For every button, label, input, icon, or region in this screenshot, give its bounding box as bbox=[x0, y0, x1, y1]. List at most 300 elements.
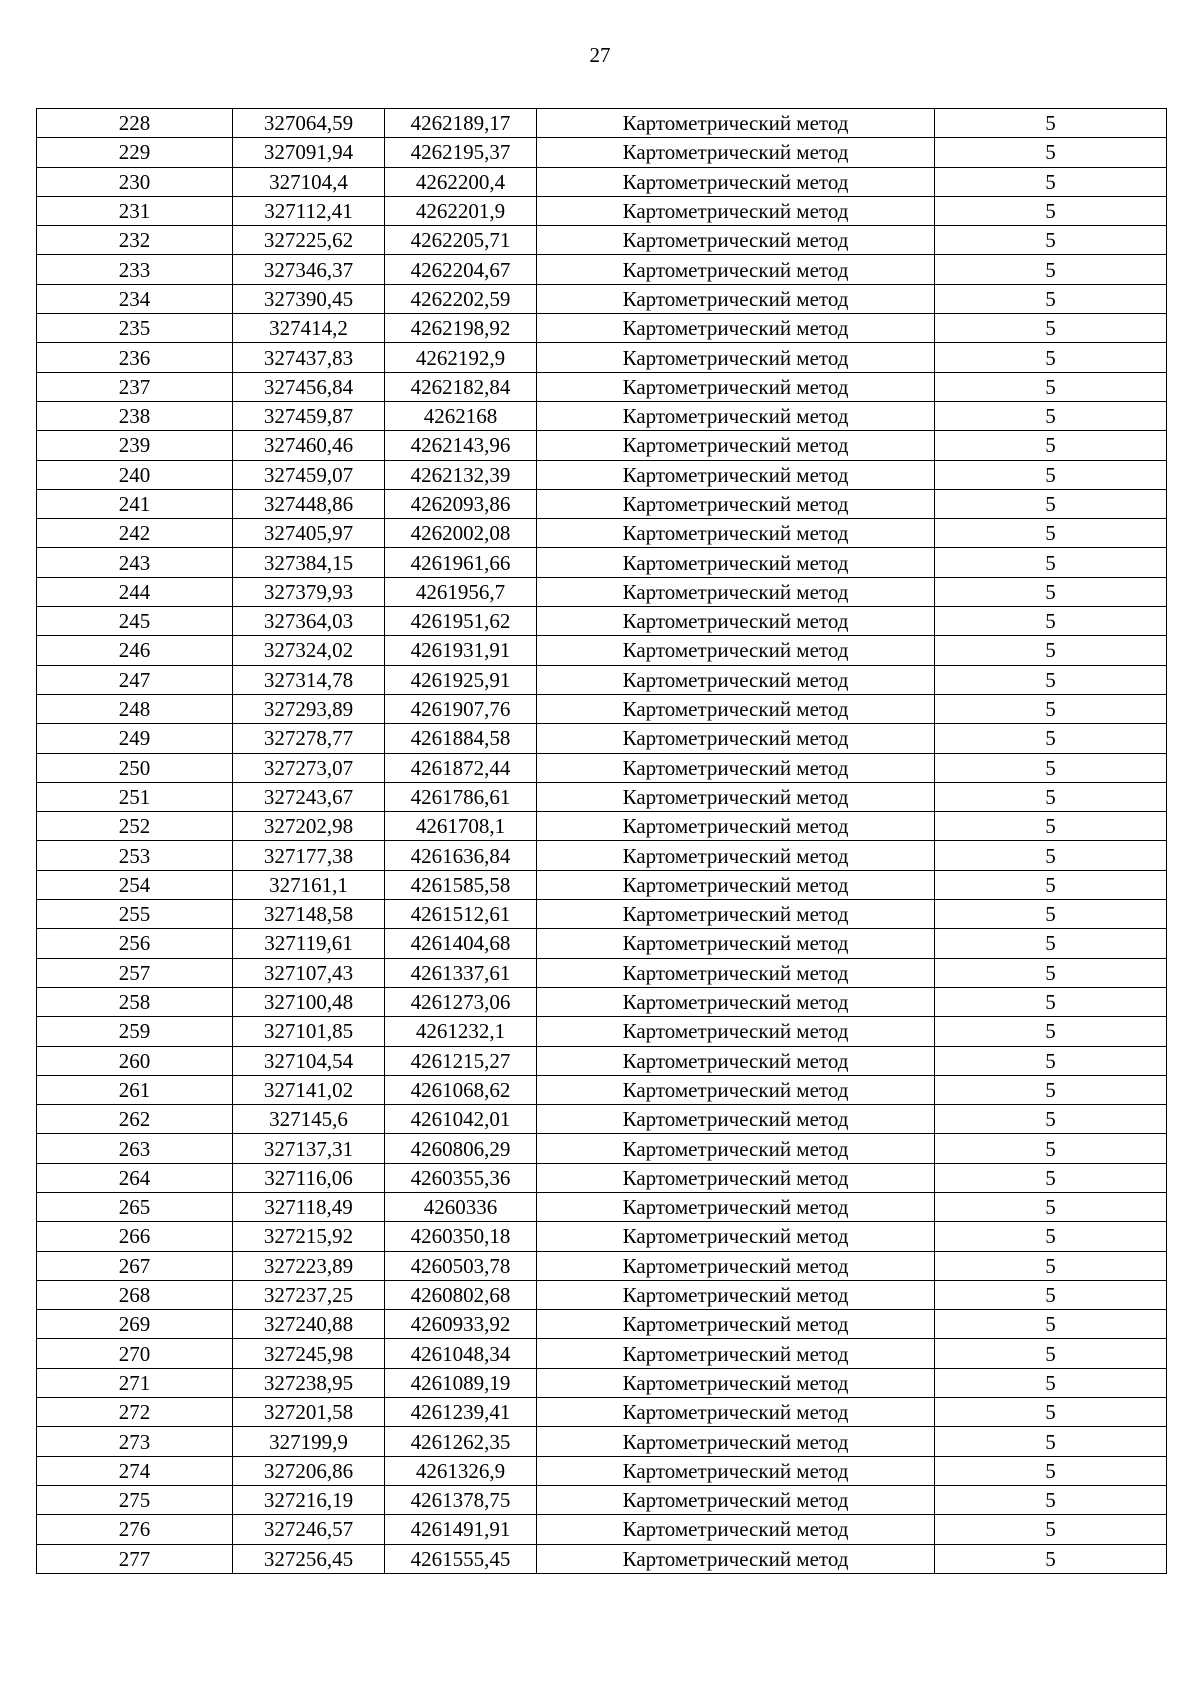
accuracy-cell: 5 bbox=[935, 167, 1167, 196]
accuracy-cell: 5 bbox=[935, 519, 1167, 548]
accuracy-cell: 5 bbox=[935, 1251, 1167, 1280]
accuracy-cell: 5 bbox=[935, 753, 1167, 782]
point-number-cell: 241 bbox=[37, 489, 233, 518]
accuracy-cell: 5 bbox=[935, 343, 1167, 372]
y-coordinate-cell: 4260503,78 bbox=[385, 1251, 537, 1280]
point-number-cell: 257 bbox=[37, 958, 233, 987]
point-number-cell: 233 bbox=[37, 255, 233, 284]
table-row bbox=[37, 577, 1167, 606]
method-cell: Картометрический метод bbox=[537, 196, 935, 225]
table-row bbox=[37, 284, 1167, 313]
accuracy-cell: 5 bbox=[935, 1134, 1167, 1163]
y-coordinate-cell: 4261585,58 bbox=[385, 870, 537, 899]
x-coordinate-cell: 327456,84 bbox=[233, 372, 385, 401]
x-coordinate-cell: 327240,88 bbox=[233, 1310, 385, 1339]
method-cell: Картометрический метод bbox=[537, 372, 935, 401]
x-coordinate-cell: 327364,03 bbox=[233, 607, 385, 636]
y-coordinate-cell: 4260336 bbox=[385, 1192, 537, 1221]
y-coordinate-cell: 4262192,9 bbox=[385, 343, 537, 372]
x-coordinate-cell: 327459,07 bbox=[233, 460, 385, 489]
accuracy-cell: 5 bbox=[935, 694, 1167, 723]
accuracy-cell: 5 bbox=[935, 870, 1167, 899]
x-coordinate-cell: 327384,15 bbox=[233, 548, 385, 577]
y-coordinate-cell: 4262189,17 bbox=[385, 109, 537, 138]
table-row bbox=[37, 372, 1167, 401]
x-coordinate-cell: 327161,1 bbox=[233, 870, 385, 899]
method-cell: Картометрический метод bbox=[537, 548, 935, 577]
method-cell: Картометрический метод bbox=[537, 577, 935, 606]
point-number-cell: 251 bbox=[37, 782, 233, 811]
point-number-cell: 259 bbox=[37, 1017, 233, 1046]
table-row bbox=[37, 1515, 1167, 1544]
y-coordinate-cell: 4261884,58 bbox=[385, 724, 537, 753]
accuracy-cell: 5 bbox=[935, 1017, 1167, 1046]
x-coordinate-cell: 327273,07 bbox=[233, 753, 385, 782]
point-number-cell: 247 bbox=[37, 665, 233, 694]
accuracy-cell: 5 bbox=[935, 1075, 1167, 1104]
x-coordinate-cell: 327405,97 bbox=[233, 519, 385, 548]
y-coordinate-cell: 4261555,45 bbox=[385, 1544, 537, 1573]
table-row bbox=[37, 431, 1167, 460]
method-cell: Картометрический метод bbox=[537, 665, 935, 694]
x-coordinate-cell: 327459,87 bbox=[233, 401, 385, 430]
accuracy-cell: 5 bbox=[935, 109, 1167, 138]
table-row bbox=[37, 1192, 1167, 1221]
y-coordinate-cell: 4262195,37 bbox=[385, 138, 537, 167]
method-cell: Картометрический метод bbox=[537, 812, 935, 841]
y-coordinate-cell: 4261068,62 bbox=[385, 1075, 537, 1104]
accuracy-cell: 5 bbox=[935, 1544, 1167, 1573]
table-row bbox=[37, 1456, 1167, 1485]
page-number: 27 bbox=[589, 43, 611, 67]
accuracy-cell: 5 bbox=[935, 1105, 1167, 1134]
table-row bbox=[37, 1134, 1167, 1163]
coordinates-table-body bbox=[37, 109, 1167, 1574]
accuracy-cell: 5 bbox=[935, 841, 1167, 870]
method-cell: Картометрический метод bbox=[537, 1515, 935, 1544]
table-row bbox=[37, 1427, 1167, 1456]
x-coordinate-cell: 327199,9 bbox=[233, 1427, 385, 1456]
y-coordinate-cell: 4261042,01 bbox=[385, 1105, 537, 1134]
accuracy-cell: 5 bbox=[935, 577, 1167, 606]
method-cell: Картометрический метод bbox=[537, 753, 935, 782]
x-coordinate-cell: 327104,4 bbox=[233, 167, 385, 196]
method-cell: Картометрический метод bbox=[537, 1192, 935, 1221]
table-row bbox=[37, 226, 1167, 255]
x-coordinate-cell: 327145,6 bbox=[233, 1105, 385, 1134]
table-row bbox=[37, 1163, 1167, 1192]
accuracy-cell: 5 bbox=[935, 284, 1167, 313]
x-coordinate-cell: 327379,93 bbox=[233, 577, 385, 606]
point-number-cell: 229 bbox=[37, 138, 233, 167]
point-number-cell: 265 bbox=[37, 1192, 233, 1221]
method-cell: Картометрический метод bbox=[537, 1310, 935, 1339]
x-coordinate-cell: 327460,46 bbox=[233, 431, 385, 460]
method-cell: Картометрический метод bbox=[537, 401, 935, 430]
point-number-cell: 275 bbox=[37, 1485, 233, 1514]
method-cell: Картометрический метод bbox=[537, 958, 935, 987]
table-row bbox=[37, 987, 1167, 1016]
y-coordinate-cell: 4262202,59 bbox=[385, 284, 537, 313]
point-number-cell: 271 bbox=[37, 1368, 233, 1397]
point-number-cell: 255 bbox=[37, 900, 233, 929]
x-coordinate-cell: 327100,48 bbox=[233, 987, 385, 1016]
table-row bbox=[37, 929, 1167, 958]
y-coordinate-cell: 4261872,44 bbox=[385, 753, 537, 782]
y-coordinate-cell: 4260355,36 bbox=[385, 1163, 537, 1192]
accuracy-cell: 5 bbox=[935, 782, 1167, 811]
accuracy-cell: 5 bbox=[935, 255, 1167, 284]
table-row bbox=[37, 1017, 1167, 1046]
accuracy-cell: 5 bbox=[935, 1427, 1167, 1456]
y-coordinate-cell: 4261404,68 bbox=[385, 929, 537, 958]
accuracy-cell: 5 bbox=[935, 636, 1167, 665]
y-coordinate-cell: 4261925,91 bbox=[385, 665, 537, 694]
x-coordinate-cell: 327243,67 bbox=[233, 782, 385, 811]
y-coordinate-cell: 4261262,35 bbox=[385, 1427, 537, 1456]
table-row bbox=[37, 900, 1167, 929]
method-cell: Картометрический метод bbox=[537, 1046, 935, 1075]
y-coordinate-cell: 4261378,75 bbox=[385, 1485, 537, 1514]
method-cell: Картометрический метод bbox=[537, 343, 935, 372]
y-coordinate-cell: 4262132,39 bbox=[385, 460, 537, 489]
point-number-cell: 232 bbox=[37, 226, 233, 255]
method-cell: Картометрический метод bbox=[537, 314, 935, 343]
method-cell: Картометрический метод bbox=[537, 987, 935, 1016]
x-coordinate-cell: 327201,58 bbox=[233, 1398, 385, 1427]
method-cell: Картометрический метод bbox=[537, 636, 935, 665]
point-number-cell: 268 bbox=[37, 1280, 233, 1309]
y-coordinate-cell: 4260350,18 bbox=[385, 1222, 537, 1251]
y-coordinate-cell: 4261907,76 bbox=[385, 694, 537, 723]
y-coordinate-cell: 4261491,91 bbox=[385, 1515, 537, 1544]
table-row bbox=[37, 870, 1167, 899]
method-cell: Картометрический метод bbox=[537, 519, 935, 548]
x-coordinate-cell: 327225,62 bbox=[233, 226, 385, 255]
method-cell: Картометрический метод bbox=[537, 1339, 935, 1368]
coordinates-table bbox=[36, 108, 1167, 1574]
table-row bbox=[37, 489, 1167, 518]
table-row bbox=[37, 1046, 1167, 1075]
y-coordinate-cell: 4261512,61 bbox=[385, 900, 537, 929]
table-row bbox=[37, 607, 1167, 636]
y-coordinate-cell: 4261708,1 bbox=[385, 812, 537, 841]
method-cell: Картометрический метод bbox=[537, 1368, 935, 1397]
point-number-cell: 234 bbox=[37, 284, 233, 313]
y-coordinate-cell: 4262143,96 bbox=[385, 431, 537, 460]
y-coordinate-cell: 4261636,84 bbox=[385, 841, 537, 870]
y-coordinate-cell: 4262201,9 bbox=[385, 196, 537, 225]
x-coordinate-cell: 327215,92 bbox=[233, 1222, 385, 1251]
point-number-cell: 230 bbox=[37, 167, 233, 196]
x-coordinate-cell: 327206,86 bbox=[233, 1456, 385, 1485]
point-number-cell: 239 bbox=[37, 431, 233, 460]
x-coordinate-cell: 327107,43 bbox=[233, 958, 385, 987]
accuracy-cell: 5 bbox=[935, 1222, 1167, 1251]
point-number-cell: 256 bbox=[37, 929, 233, 958]
table-row bbox=[37, 314, 1167, 343]
table-row bbox=[37, 1075, 1167, 1104]
y-coordinate-cell: 4261961,66 bbox=[385, 548, 537, 577]
accuracy-cell: 5 bbox=[935, 929, 1167, 958]
accuracy-cell: 5 bbox=[935, 958, 1167, 987]
point-number-cell: 269 bbox=[37, 1310, 233, 1339]
table-row bbox=[37, 255, 1167, 284]
table-row bbox=[37, 1485, 1167, 1514]
method-cell: Картометрический метод bbox=[537, 284, 935, 313]
accuracy-cell: 5 bbox=[935, 226, 1167, 255]
x-coordinate-cell: 327101,85 bbox=[233, 1017, 385, 1046]
table-row bbox=[37, 1222, 1167, 1251]
method-cell: Картометрический метод bbox=[537, 1485, 935, 1514]
accuracy-cell: 5 bbox=[935, 1339, 1167, 1368]
accuracy-cell: 5 bbox=[935, 372, 1167, 401]
point-number-cell: 264 bbox=[37, 1163, 233, 1192]
point-number-cell: 242 bbox=[37, 519, 233, 548]
x-coordinate-cell: 327119,61 bbox=[233, 929, 385, 958]
table-row bbox=[37, 460, 1167, 489]
x-coordinate-cell: 327091,94 bbox=[233, 138, 385, 167]
point-number-cell: 235 bbox=[37, 314, 233, 343]
method-cell: Картометрический метод bbox=[537, 1222, 935, 1251]
method-cell: Картометрический метод bbox=[537, 782, 935, 811]
method-cell: Картометрический метод bbox=[537, 929, 935, 958]
point-number-cell: 272 bbox=[37, 1398, 233, 1427]
table-row bbox=[37, 167, 1167, 196]
point-number-cell: 267 bbox=[37, 1251, 233, 1280]
y-coordinate-cell: 4261089,19 bbox=[385, 1368, 537, 1397]
accuracy-cell: 5 bbox=[935, 196, 1167, 225]
point-number-cell: 273 bbox=[37, 1427, 233, 1456]
point-number-cell: 254 bbox=[37, 870, 233, 899]
x-coordinate-cell: 327346,37 bbox=[233, 255, 385, 284]
y-coordinate-cell: 4261326,9 bbox=[385, 1456, 537, 1485]
table-row bbox=[37, 841, 1167, 870]
point-number-cell: 250 bbox=[37, 753, 233, 782]
accuracy-cell: 5 bbox=[935, 1398, 1167, 1427]
point-number-cell: 253 bbox=[37, 841, 233, 870]
method-cell: Картометрический метод bbox=[537, 1251, 935, 1280]
table-row bbox=[37, 1339, 1167, 1368]
accuracy-cell: 5 bbox=[935, 1192, 1167, 1221]
y-coordinate-cell: 4261215,27 bbox=[385, 1046, 537, 1075]
x-coordinate-cell: 327278,77 bbox=[233, 724, 385, 753]
x-coordinate-cell: 327137,31 bbox=[233, 1134, 385, 1163]
x-coordinate-cell: 327256,45 bbox=[233, 1544, 385, 1573]
x-coordinate-cell: 327118,49 bbox=[233, 1192, 385, 1221]
y-coordinate-cell: 4261048,34 bbox=[385, 1339, 537, 1368]
y-coordinate-cell: 4261931,91 bbox=[385, 636, 537, 665]
x-coordinate-cell: 327216,19 bbox=[233, 1485, 385, 1514]
accuracy-cell: 5 bbox=[935, 138, 1167, 167]
y-coordinate-cell: 4262182,84 bbox=[385, 372, 537, 401]
x-coordinate-cell: 327437,83 bbox=[233, 343, 385, 372]
y-coordinate-cell: 4261232,1 bbox=[385, 1017, 537, 1046]
accuracy-cell: 5 bbox=[935, 987, 1167, 1016]
accuracy-cell: 5 bbox=[935, 1456, 1167, 1485]
x-coordinate-cell: 327112,41 bbox=[233, 196, 385, 225]
x-coordinate-cell: 327064,59 bbox=[233, 109, 385, 138]
point-number-cell: 244 bbox=[37, 577, 233, 606]
method-cell: Картометрический метод bbox=[537, 1105, 935, 1134]
table-row bbox=[37, 812, 1167, 841]
point-number-cell: 240 bbox=[37, 460, 233, 489]
y-coordinate-cell: 4262168 bbox=[385, 401, 537, 430]
accuracy-cell: 5 bbox=[935, 1368, 1167, 1397]
table-row bbox=[37, 519, 1167, 548]
accuracy-cell: 5 bbox=[935, 1046, 1167, 1075]
x-coordinate-cell: 327245,98 bbox=[233, 1339, 385, 1368]
method-cell: Картометрический метод bbox=[537, 431, 935, 460]
table-row bbox=[37, 1310, 1167, 1339]
table-row bbox=[37, 724, 1167, 753]
accuracy-cell: 5 bbox=[935, 460, 1167, 489]
point-number-cell: 266 bbox=[37, 1222, 233, 1251]
accuracy-cell: 5 bbox=[935, 1485, 1167, 1514]
x-coordinate-cell: 327223,89 bbox=[233, 1251, 385, 1280]
point-number-cell: 262 bbox=[37, 1105, 233, 1134]
point-number-cell: 263 bbox=[37, 1134, 233, 1163]
y-coordinate-cell: 4262093,86 bbox=[385, 489, 537, 518]
method-cell: Картометрический метод bbox=[537, 1163, 935, 1192]
table-row bbox=[37, 1251, 1167, 1280]
y-coordinate-cell: 4261273,06 bbox=[385, 987, 537, 1016]
x-coordinate-cell: 327314,78 bbox=[233, 665, 385, 694]
x-coordinate-cell: 327141,02 bbox=[233, 1075, 385, 1104]
table-row bbox=[37, 138, 1167, 167]
x-coordinate-cell: 327390,45 bbox=[233, 284, 385, 313]
accuracy-cell: 5 bbox=[935, 489, 1167, 518]
method-cell: Картометрический метод bbox=[537, 1017, 935, 1046]
method-cell: Картометрический метод bbox=[537, 1280, 935, 1309]
method-cell: Картометрический метод bbox=[537, 900, 935, 929]
accuracy-cell: 5 bbox=[935, 900, 1167, 929]
accuracy-cell: 5 bbox=[935, 724, 1167, 753]
accuracy-cell: 5 bbox=[935, 1310, 1167, 1339]
y-coordinate-cell: 4261956,7 bbox=[385, 577, 537, 606]
y-coordinate-cell: 4261337,61 bbox=[385, 958, 537, 987]
method-cell: Картометрический метод bbox=[537, 694, 935, 723]
table-row bbox=[37, 343, 1167, 372]
x-coordinate-cell: 327202,98 bbox=[233, 812, 385, 841]
method-cell: Картометрический метод bbox=[537, 1134, 935, 1163]
x-coordinate-cell: 327238,95 bbox=[233, 1368, 385, 1397]
y-coordinate-cell: 4260806,29 bbox=[385, 1134, 537, 1163]
x-coordinate-cell: 327177,38 bbox=[233, 841, 385, 870]
x-coordinate-cell: 327237,25 bbox=[233, 1280, 385, 1309]
method-cell: Картометрический метод bbox=[537, 841, 935, 870]
point-number-cell: 243 bbox=[37, 548, 233, 577]
point-number-cell: 249 bbox=[37, 724, 233, 753]
table-row bbox=[37, 1398, 1167, 1427]
point-number-cell: 238 bbox=[37, 401, 233, 430]
y-coordinate-cell: 4261239,41 bbox=[385, 1398, 537, 1427]
table-row bbox=[37, 1544, 1167, 1573]
point-number-cell: 248 bbox=[37, 694, 233, 723]
method-cell: Картометрический метод bbox=[537, 138, 935, 167]
table-row bbox=[37, 196, 1167, 225]
point-number-cell: 237 bbox=[37, 372, 233, 401]
table-row bbox=[37, 694, 1167, 723]
accuracy-cell: 5 bbox=[935, 812, 1167, 841]
table-row bbox=[37, 1368, 1167, 1397]
method-cell: Картометрический метод bbox=[537, 1427, 935, 1456]
y-coordinate-cell: 4261786,61 bbox=[385, 782, 537, 811]
table-row bbox=[37, 109, 1167, 138]
method-cell: Картометрический метод bbox=[537, 109, 935, 138]
x-coordinate-cell: 327246,57 bbox=[233, 1515, 385, 1544]
y-coordinate-cell: 4261951,62 bbox=[385, 607, 537, 636]
point-number-cell: 277 bbox=[37, 1544, 233, 1573]
point-number-cell: 258 bbox=[37, 987, 233, 1016]
table-row bbox=[37, 548, 1167, 577]
x-coordinate-cell: 327148,58 bbox=[233, 900, 385, 929]
y-coordinate-cell: 4262002,08 bbox=[385, 519, 537, 548]
accuracy-cell: 5 bbox=[935, 665, 1167, 694]
point-number-cell: 252 bbox=[37, 812, 233, 841]
accuracy-cell: 5 bbox=[935, 314, 1167, 343]
x-coordinate-cell: 327116,06 bbox=[233, 1163, 385, 1192]
accuracy-cell: 5 bbox=[935, 548, 1167, 577]
point-number-cell: 245 bbox=[37, 607, 233, 636]
y-coordinate-cell: 4262198,92 bbox=[385, 314, 537, 343]
table-row bbox=[37, 753, 1167, 782]
table-row bbox=[37, 401, 1167, 430]
point-number-cell: 260 bbox=[37, 1046, 233, 1075]
method-cell: Картометрический метод bbox=[537, 1456, 935, 1485]
point-number-cell: 274 bbox=[37, 1456, 233, 1485]
point-number-cell: 236 bbox=[37, 343, 233, 372]
method-cell: Картометрический метод bbox=[537, 1075, 935, 1104]
x-coordinate-cell: 327324,02 bbox=[233, 636, 385, 665]
y-coordinate-cell: 4262205,71 bbox=[385, 226, 537, 255]
method-cell: Картометрический метод bbox=[537, 255, 935, 284]
accuracy-cell: 5 bbox=[935, 1163, 1167, 1192]
table-row bbox=[37, 1105, 1167, 1134]
point-number-cell: 228 bbox=[37, 109, 233, 138]
table-row bbox=[37, 1280, 1167, 1309]
accuracy-cell: 5 bbox=[935, 401, 1167, 430]
y-coordinate-cell: 4262204,67 bbox=[385, 255, 537, 284]
x-coordinate-cell: 327293,89 bbox=[233, 694, 385, 723]
method-cell: Картометрический метод bbox=[537, 489, 935, 518]
method-cell: Картометрический метод bbox=[537, 1544, 935, 1573]
accuracy-cell: 5 bbox=[935, 607, 1167, 636]
point-number-cell: 231 bbox=[37, 196, 233, 225]
table-row bbox=[37, 636, 1167, 665]
x-coordinate-cell: 327414,2 bbox=[233, 314, 385, 343]
method-cell: Картометрический метод bbox=[537, 870, 935, 899]
y-coordinate-cell: 4260933,92 bbox=[385, 1310, 537, 1339]
table-row bbox=[37, 665, 1167, 694]
point-number-cell: 270 bbox=[37, 1339, 233, 1368]
method-cell: Картометрический метод bbox=[537, 460, 935, 489]
point-number-cell: 276 bbox=[37, 1515, 233, 1544]
x-coordinate-cell: 327104,54 bbox=[233, 1046, 385, 1075]
method-cell: Картометрический метод bbox=[537, 226, 935, 255]
table-row bbox=[37, 958, 1167, 987]
point-number-cell: 261 bbox=[37, 1075, 233, 1104]
accuracy-cell: 5 bbox=[935, 431, 1167, 460]
x-coordinate-cell: 327448,86 bbox=[233, 489, 385, 518]
method-cell: Картометрический метод bbox=[537, 607, 935, 636]
y-coordinate-cell: 4262200,4 bbox=[385, 167, 537, 196]
accuracy-cell: 5 bbox=[935, 1515, 1167, 1544]
method-cell: Картометрический метод bbox=[537, 724, 935, 753]
accuracy-cell: 5 bbox=[935, 1280, 1167, 1309]
table-row bbox=[37, 782, 1167, 811]
y-coordinate-cell: 4260802,68 bbox=[385, 1280, 537, 1309]
